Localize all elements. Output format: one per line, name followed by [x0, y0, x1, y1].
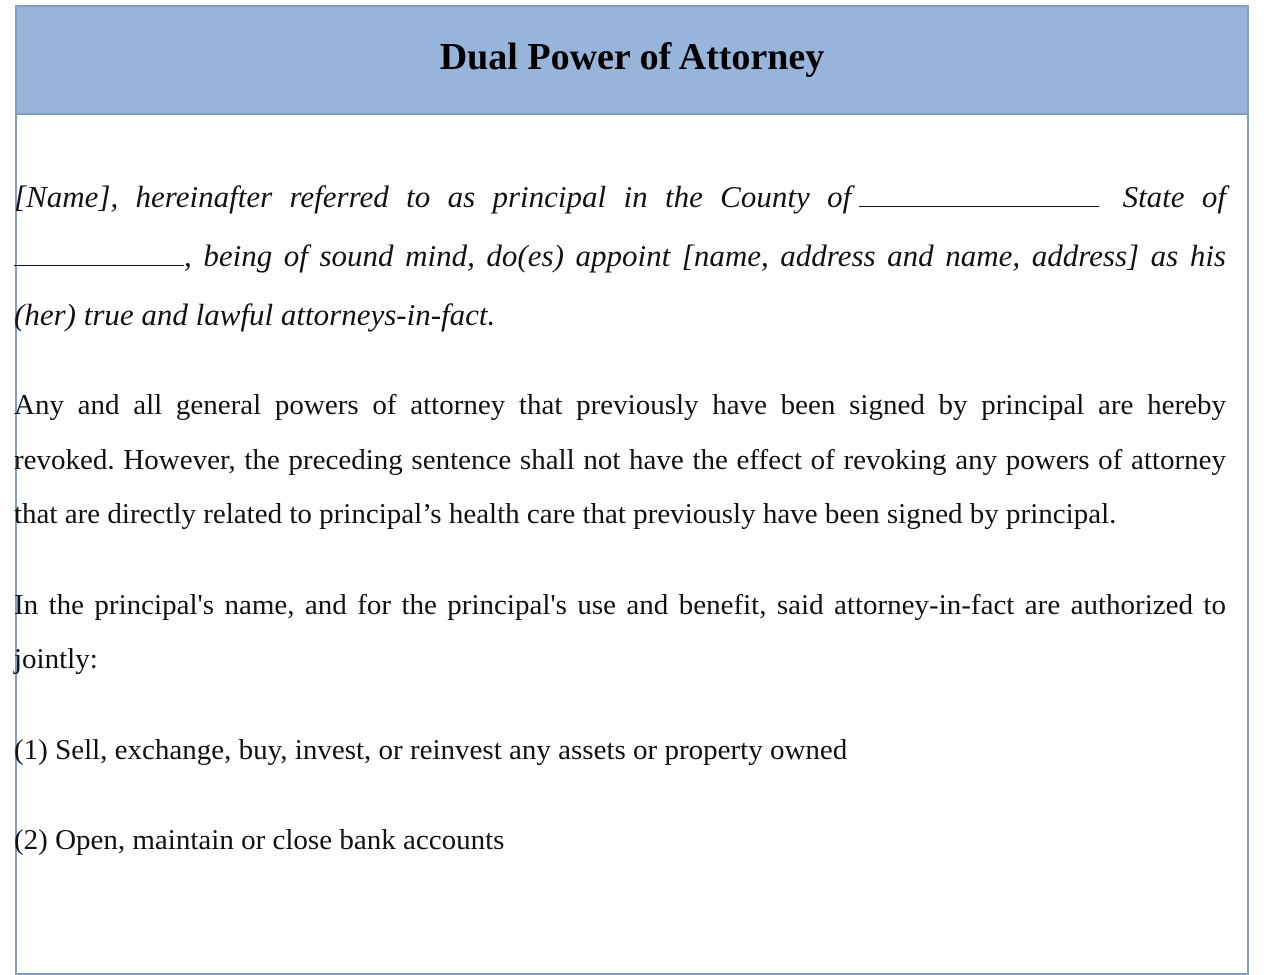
intro-text-part2: State of — [1122, 179, 1227, 214]
document-header — [17, 7, 1247, 115]
intro-paragraph — [14, 167, 1226, 344]
document-title: Dual Power of Attorney — [439, 36, 825, 78]
authority-paragraph: In the principal's name, and for the principal's use and benefit, said attorney-in-fact are authorized to jointly: — [14, 588, 1226, 675]
state-blank-line — [14, 237, 184, 266]
list-item: (2) Open, maintain or close bank accounts — [14, 824, 505, 856]
county-blank-line — [859, 178, 1099, 207]
list-item: (1) Sell, exchange, buy, invest, or reinvest any assets or property owned — [14, 733, 848, 766]
intro-text-part1: [Name], hereinafter referred to as principal in the County of — [14, 179, 852, 214]
revocation-paragraph: Any and all general powers of attorney that previously have been signed by principal are hereby revoked. However, the preceding sentence shall not have the effect of revoking any powers of attorney that are directly related to principal’s health care that previously have been signed by principal. — [14, 389, 1226, 530]
intro-text-part3: , being of sound mind, do(es) appoint [name, address and name, address] as his (her) true and lawful attorneys-in-fact. — [14, 238, 1226, 332]
document-body — [14, 167, 1226, 868]
